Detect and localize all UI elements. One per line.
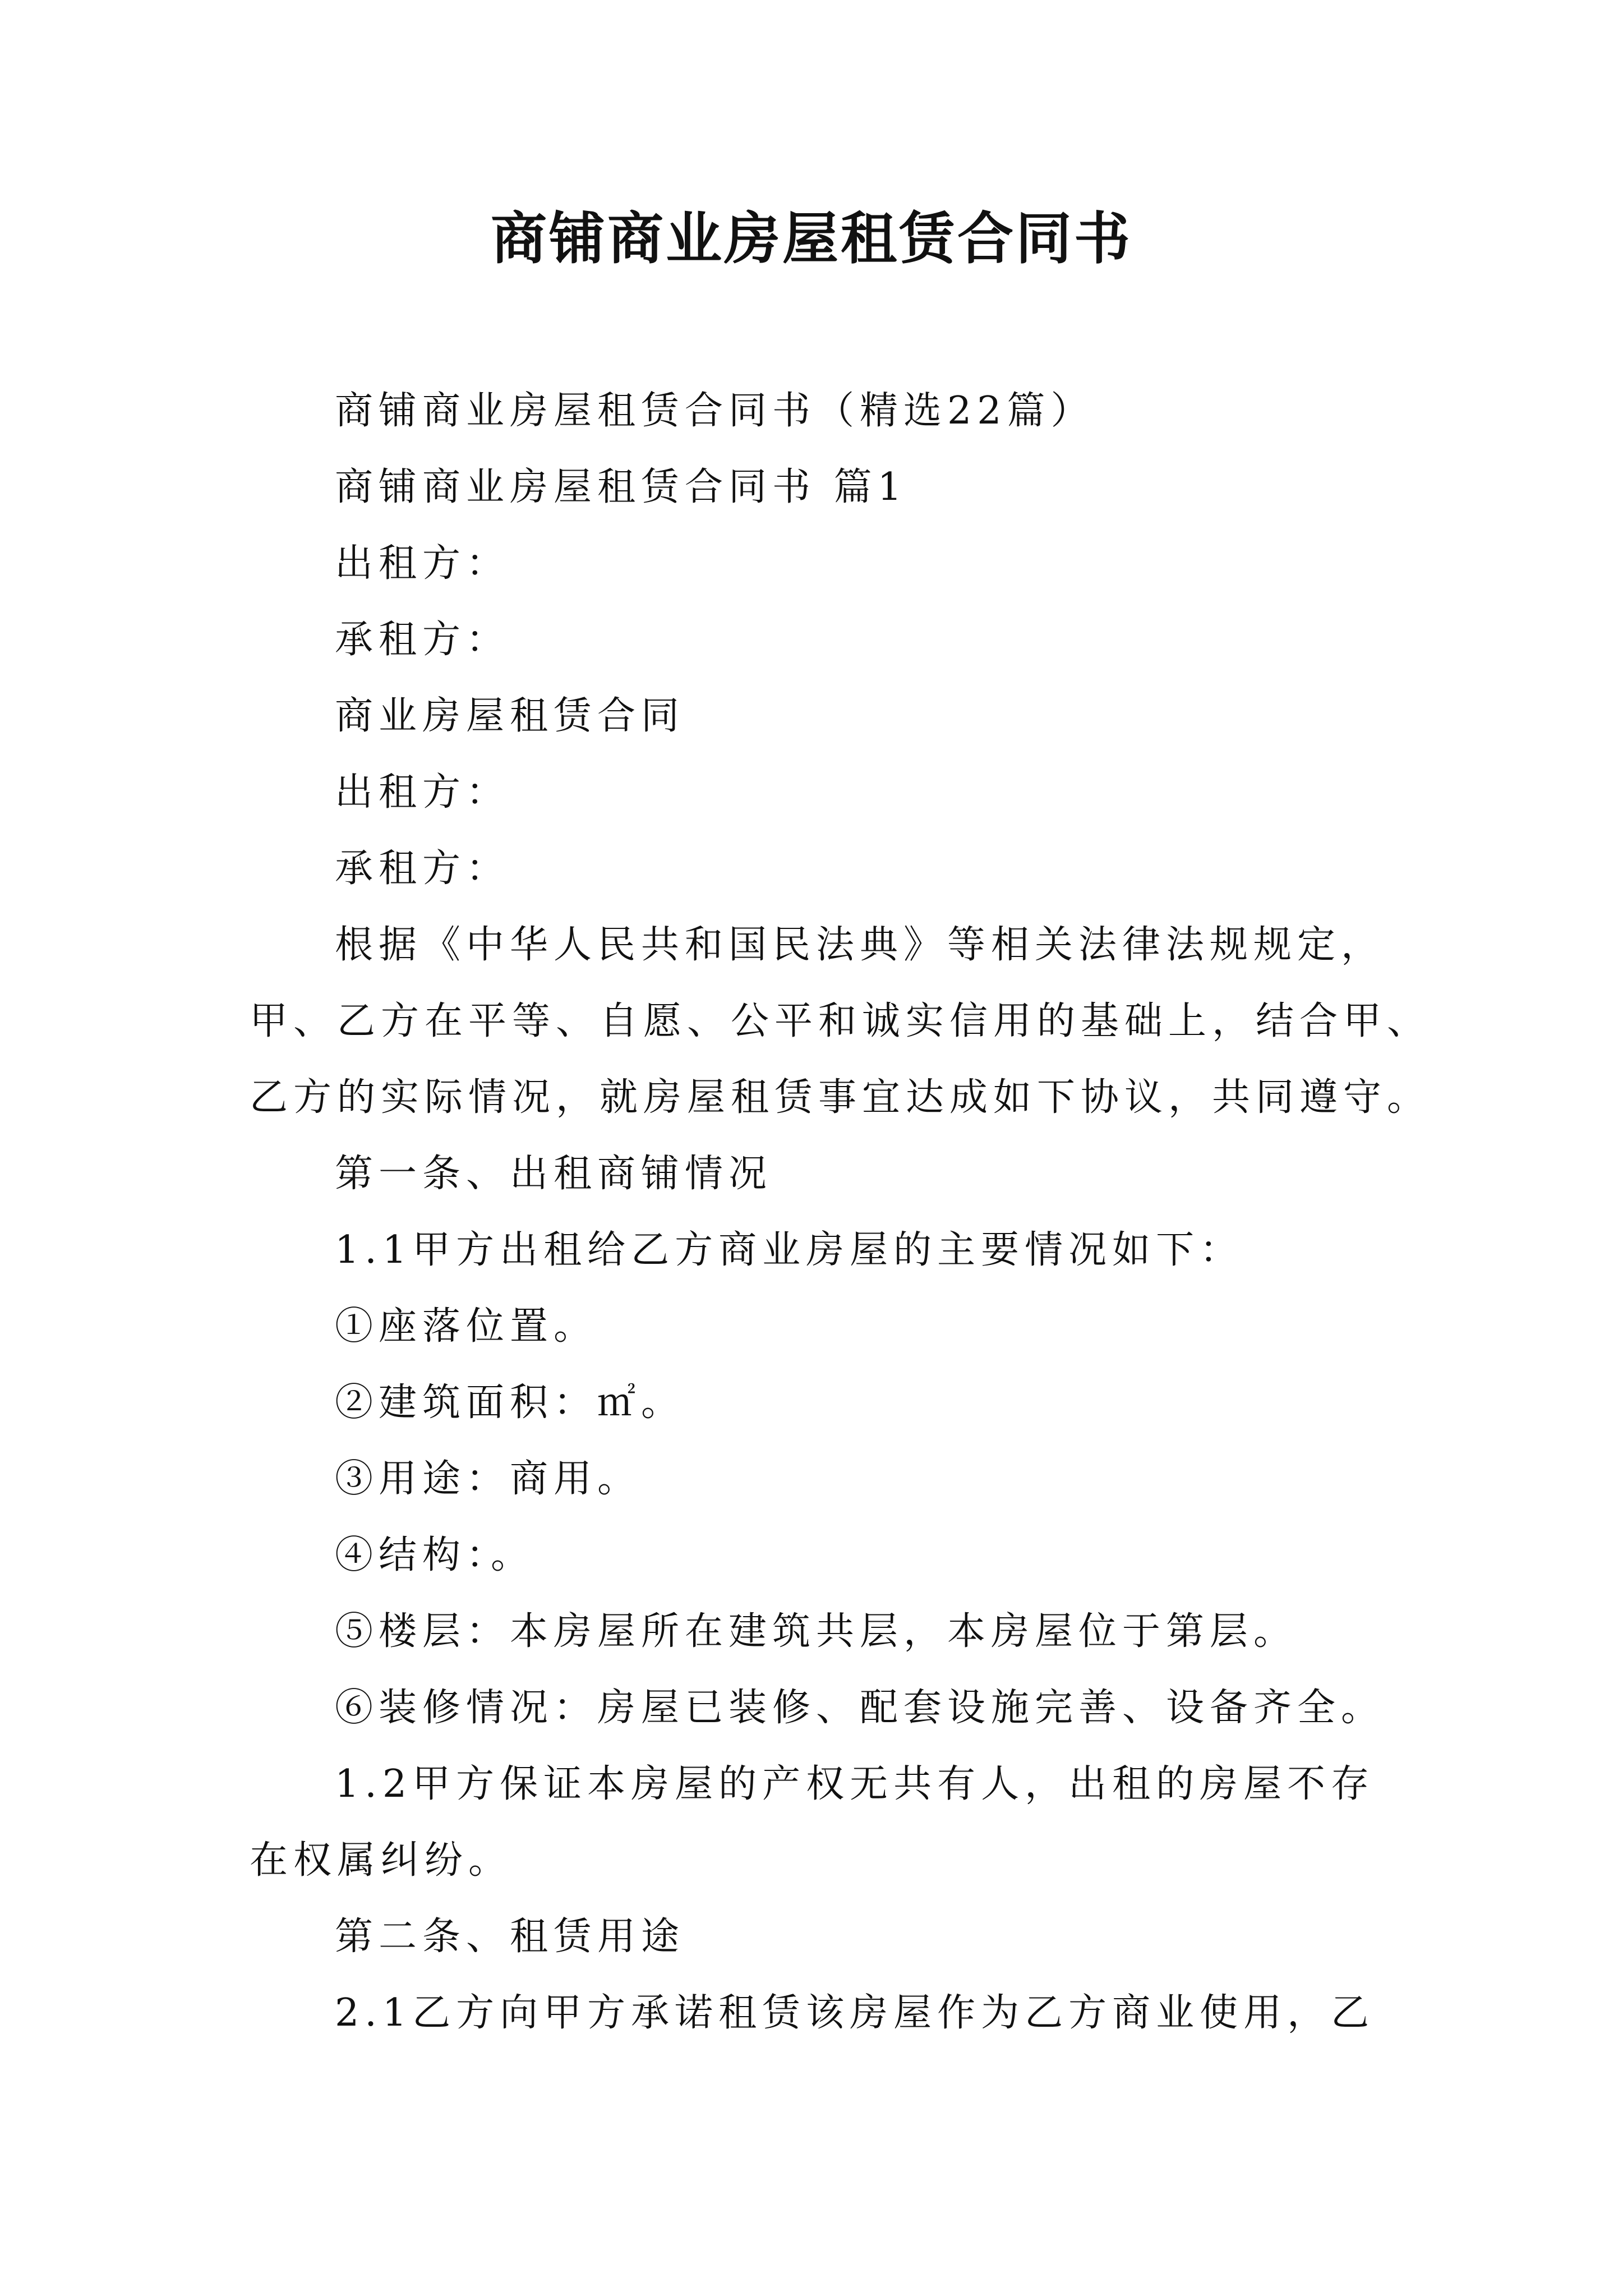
paragraph xyxy=(250,678,1394,754)
paragraph-line: 出租方： xyxy=(335,541,510,586)
paragraph-line: 甲、乙方在平等、自愿、公平和诚实信用的基础上，结合甲、 xyxy=(250,999,1431,1043)
paragraph-line: 第二条、租赁用途 xyxy=(335,1915,685,1959)
paragraph xyxy=(250,831,1394,907)
paragraph xyxy=(250,373,1394,449)
paragraph xyxy=(250,1517,1394,1594)
paragraph xyxy=(250,1212,1394,1289)
paragraph-line: 承租方： xyxy=(335,618,510,662)
paragraph-line: 商铺商业房屋租赁合同书 篇1 xyxy=(335,465,907,509)
paragraph xyxy=(250,1975,1394,2051)
paragraph xyxy=(250,1441,1394,1517)
paragraph xyxy=(250,1136,1394,1212)
paragraph-line: 商铺商业房屋租赁合同书（精选22篇） xyxy=(335,389,1095,433)
paragraph xyxy=(250,1289,1394,1365)
paragraph-line: 1.2甲方保证本房屋的产权无共有人，出租的房屋不存 xyxy=(335,1762,1375,1806)
paragraph-line: ⑤楼层：本房屋所在建筑共层，本房屋位于第层。 xyxy=(335,1609,1298,1654)
paragraph-line: 出租方： xyxy=(335,770,510,815)
paragraph-line: 商业房屋租赁合同 xyxy=(335,694,685,738)
paragraph xyxy=(250,1365,1394,1441)
paragraph-line: 在权属纠纷。 xyxy=(250,1838,513,1883)
paragraph xyxy=(250,526,1394,602)
paragraph xyxy=(250,907,1431,1136)
paragraph-line: 承租方： xyxy=(335,846,510,891)
paragraph-line: ④结构：。 xyxy=(335,1533,535,1577)
paragraph-line: ⑥装修情况：房屋已装修、配套设施完善、设备齐全。 xyxy=(335,1686,1385,1730)
document-body xyxy=(250,373,1431,2051)
paragraph xyxy=(250,1899,1394,1975)
paragraph xyxy=(250,1594,1394,1670)
paragraph xyxy=(250,754,1394,831)
paragraph-line: ③用途：商用。 xyxy=(335,1457,642,1501)
paragraph-line: 根据《中华人民共和国民法典》等相关法律法规规定， xyxy=(335,923,1385,967)
paragraph-line: ②建筑面积：㎡。 xyxy=(335,1381,685,1425)
paragraph xyxy=(250,602,1394,678)
paragraph-line: 2.1乙方向甲方承诺租赁该房屋作为乙方商业使用，乙 xyxy=(335,1991,1375,2035)
paragraph-line: 乙方的实际情况，就房屋租赁事宜达成如下协议，共同遵守。 xyxy=(250,1075,1431,1120)
paragraph xyxy=(250,449,1394,526)
paragraph xyxy=(250,1670,1394,1746)
document-title: 商铺商业房屋租赁合同书 xyxy=(491,205,1132,272)
paragraph xyxy=(250,1746,1394,1899)
paragraph-line: 1.1甲方出租给乙方商业房屋的主要情况如下： xyxy=(335,1228,1244,1272)
paragraph-line: 第一条、出租商铺情况 xyxy=(335,1152,773,1196)
paragraph-line: ①座落位置。 xyxy=(335,1304,598,1349)
